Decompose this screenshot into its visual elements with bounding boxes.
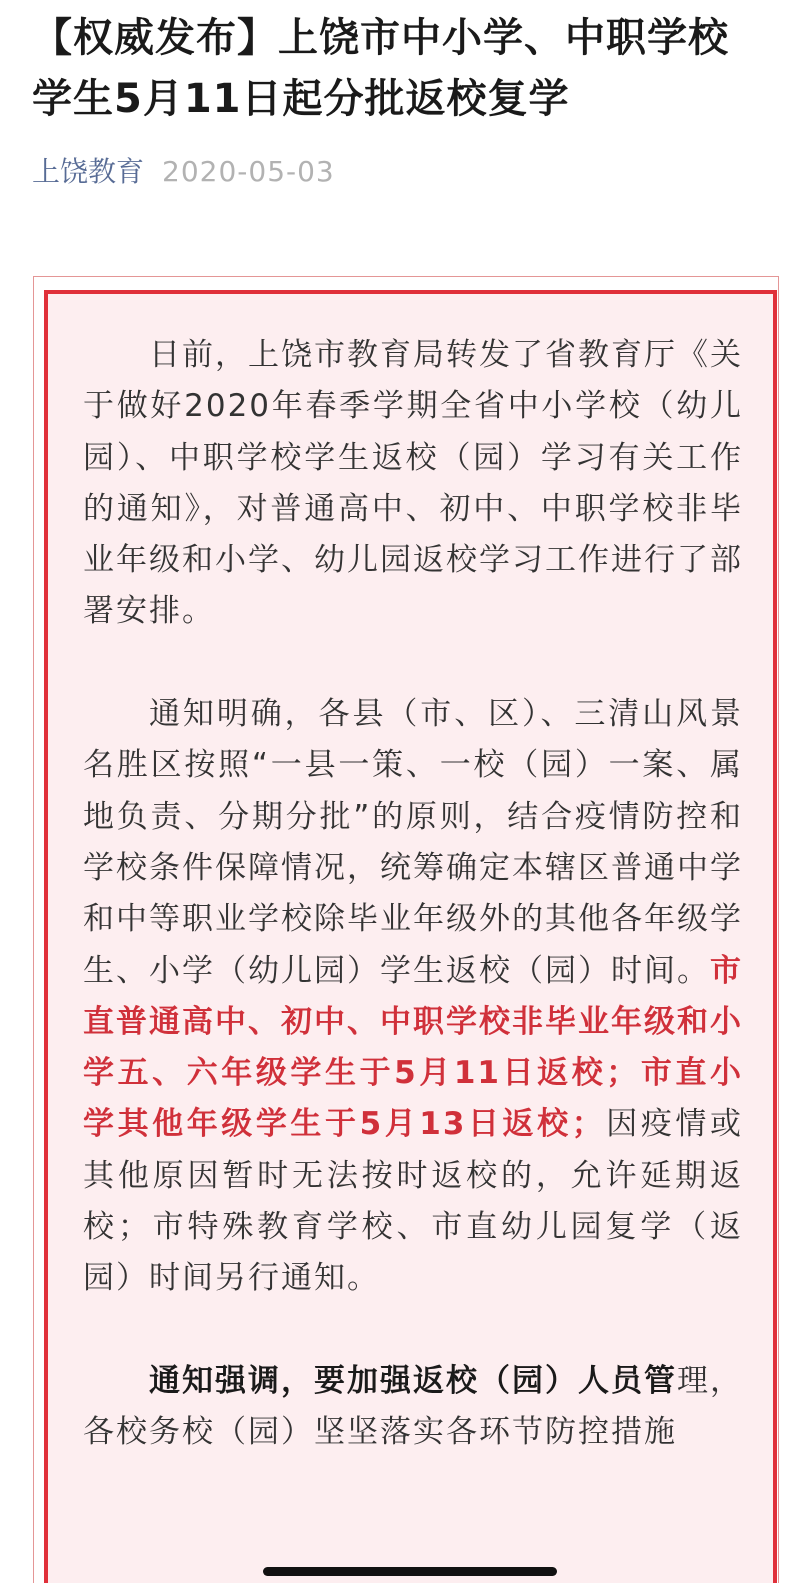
highlighted-return-dates: 市直普通高中、初中、中职学校非毕业年级和小学五、六年级学生于5月11日返校；市直小学其他年级学生于5月13日返校；: [83, 952, 743, 1143]
article-meta: [32, 152, 335, 192]
home-indicator[interactable]: [263, 1567, 557, 1576]
emphasis-lead: 通知强调，要加强返校（园）人员管: [149, 1362, 677, 1399]
author-link[interactable]: 上饶教育: [32, 155, 145, 188]
notice-text: 通知明确，各县（市、区）、三清山风景名胜区按照“一县一策、一校（园）一案、属地负责、分期分批”的原则，结合疫情防控和学校条件保障情况，统筹确定本辖区普通中学和中等职业学校除毕业年级外的其他各年级学生、小学（幼儿园）学生返校（园）时间。: [83, 696, 743, 989]
paragraph-emphasis: [83, 1356, 743, 1459]
emphasis-rest: 理，各校务校（园）坚坚落实各环节防控措施: [83, 1362, 743, 1451]
paragraph-intro: 日前，上饶市教育局转发了省教育厅《关于做好2020年春季学期全省中小学校（幼儿园）、中职学校学生返校（园）学习有关工作的通知》，对普通高中、初中、中职学校非毕业年级和小学、幼儿园返校学习工作进行了部署安排。: [83, 337, 743, 630]
publish-date: 2020-05-03: [162, 155, 335, 188]
article-body: [83, 330, 743, 1510]
notice-text-continued: 因疫情或其他原因暂时无法按时返校的，允许延期返校；市特殊教育学校、市直幼儿园复学（返园）时间另行通知。: [83, 1106, 744, 1297]
paragraph-notice: [83, 689, 743, 1305]
article-title: 【权威发布】上饶市中小学、中职学校学生5月11日起分批返校复学: [32, 15, 729, 122]
